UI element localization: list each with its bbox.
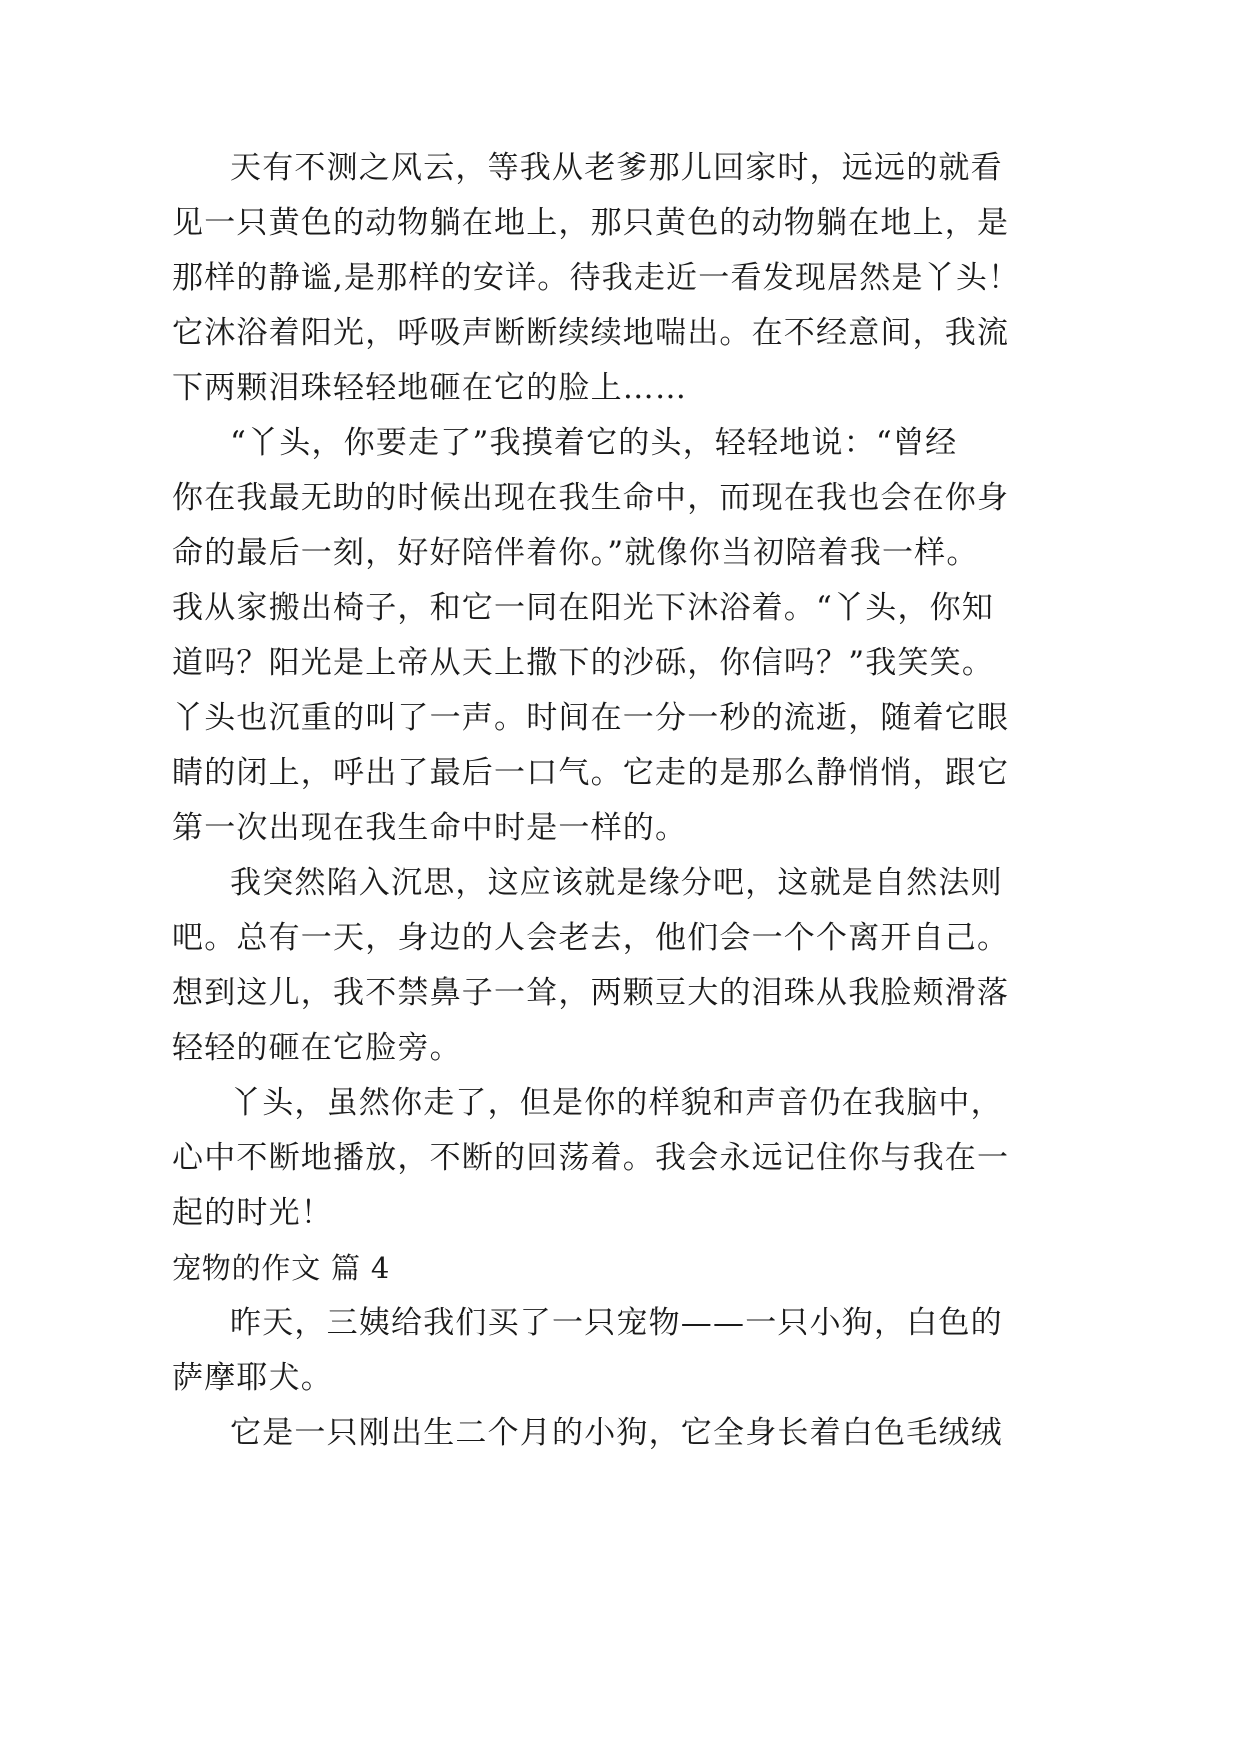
text-line: 心中不断地播放，不断的回荡着。我会永远记住你与我在一 bbox=[172, 1140, 1010, 1176]
text-line: 想到这儿，我不禁鼻子一耸，两颗豆大的泪珠从我脸颊滑落 bbox=[172, 975, 1010, 1011]
text-line: 轻轻的砸在它脸旁。 bbox=[172, 1030, 462, 1066]
text-line: “丫头，你要走了”我摸着它的头，轻轻地说：“曾经 bbox=[230, 425, 958, 461]
text-line: 命的最后一刻，好好陪伴着你。”就像你当初陪着我一样。 bbox=[172, 535, 979, 571]
text-line: 第一次出现在我生命中时是一样的。 bbox=[172, 810, 688, 846]
text-line: 丫头，虽然你走了，但是你的样貌和声音仍在我脑中， bbox=[230, 1085, 1003, 1121]
text-line: 丫头也沉重的叫了一声。时间在一分一秒的流逝，随着它眼 bbox=[172, 700, 1010, 736]
text-line: 昨天，三姨给我们买了一只宠物——一只小狗，白色的 bbox=[230, 1305, 1003, 1341]
text-line: 吧。总有一天，身边的人会老去，他们会一个个离开自己。 bbox=[172, 920, 1010, 956]
text-line: 道吗？阳光是上帝从天上撒下的沙砾，你信吗？”我笑笑。 bbox=[172, 645, 995, 681]
text-line: 那样的静谧,是那样的安详。待我走近一看发现居然是丫头！ bbox=[172, 260, 1021, 296]
text-line: 下两颗泪珠轻轻地砸在它的脸上…… bbox=[172, 370, 688, 406]
text-line: 我突然陷入沉思，这应该就是缘分吧，这就是自然法则 bbox=[230, 865, 1003, 901]
text-line: 它是一只刚出生二个月的小狗，它全身长着白色毛绒绒 bbox=[230, 1415, 1003, 1451]
text-line: 萨摩耶犬。 bbox=[172, 1360, 333, 1396]
text-line: 睛的闭上，呼出了最后一口气。它走的是那么静悄悄，跟它 bbox=[172, 755, 1010, 791]
text-line: 你在我最无助的时候出现在我生命中，而现在我也会在你身 bbox=[172, 480, 1010, 516]
text-line: 见一只黄色的动物躺在地上，那只黄色的动物躺在地上，是 bbox=[172, 205, 1010, 241]
text-line: 起的时光！ bbox=[172, 1195, 333, 1231]
text-line: 我从家搬出椅子，和它一同在阳光下沐浴着。“丫头，你知 bbox=[172, 590, 995, 626]
text-line: 天有不测之风云，等我从老爹那儿回家时，远远的就看 bbox=[230, 150, 1003, 186]
section-heading: 宠物的作文 篇 4 bbox=[172, 1251, 391, 1285]
text-line: 它沐浴着阳光，呼吸声断断续续地喘出。在不经意间，我流 bbox=[172, 315, 1010, 351]
